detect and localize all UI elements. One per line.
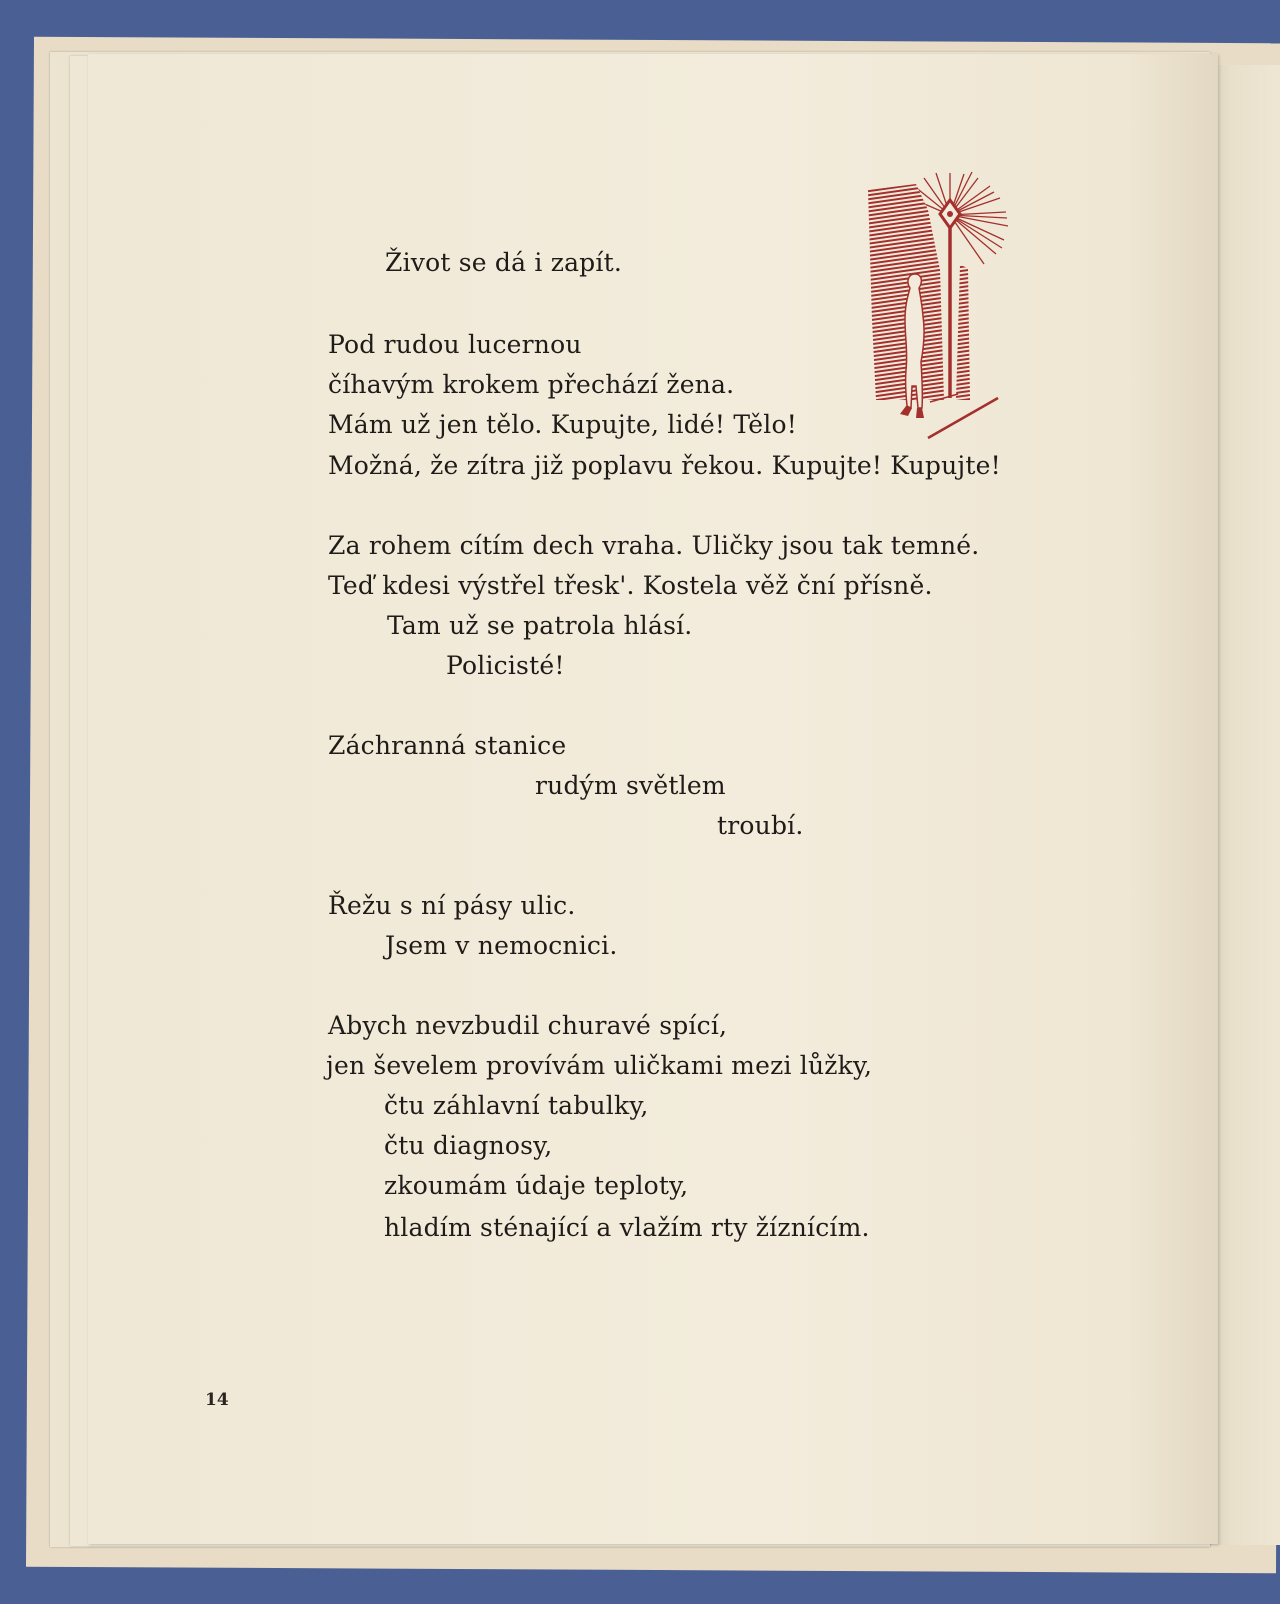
poem-line: hladím sténající a vlažím rty žíznícím. [384, 1213, 870, 1242]
poem-line: Abych nevzbudil churavé spící, [328, 1011, 728, 1040]
poem-line: Jsem v nemocnici. [385, 931, 618, 960]
poem-line: Život se dá i zapít. [385, 248, 622, 277]
woman-under-street-lamp-woodcut-icon [868, 170, 1018, 460]
poem-line: Řežu s ní pásy ulic. [328, 891, 576, 920]
poem-line: číhavým krokem přechází žena. [328, 370, 735, 399]
poem-line: zkoumám údaje teploty, [384, 1171, 689, 1200]
poem-line: Pod rudou lucernou [328, 330, 582, 359]
page-number: 14 [205, 1390, 229, 1410]
poem-line: Policisté! [446, 651, 565, 680]
poem-line: troubí. [717, 811, 804, 840]
poem-line: jen ševelem provívám uličkami mezi lůžky, [326, 1051, 873, 1080]
poem-line: čtu diagnosy, [384, 1131, 553, 1160]
poem-line: Možná, že zítra již poplavu řekou. Kupujte! Kupujte! [328, 451, 1001, 480]
poem-line: Za rohem cítím dech vraha. Uličky jsou tak temné. [328, 531, 980, 560]
poem-line: Tam už se patrola hlásí. [387, 611, 693, 640]
poem-line: Záchranná stanice [328, 731, 567, 760]
poem-line: Teď kdesi výstřel třesk'. Kostela věž ční přísně. [328, 571, 933, 600]
poem-line: čtu záhlavní tabulky, [384, 1091, 649, 1120]
poem-line: rudým světlem [535, 771, 726, 800]
poem-line: Mám už jen tělo. Kupujte, lidé! Tělo! [328, 410, 797, 439]
